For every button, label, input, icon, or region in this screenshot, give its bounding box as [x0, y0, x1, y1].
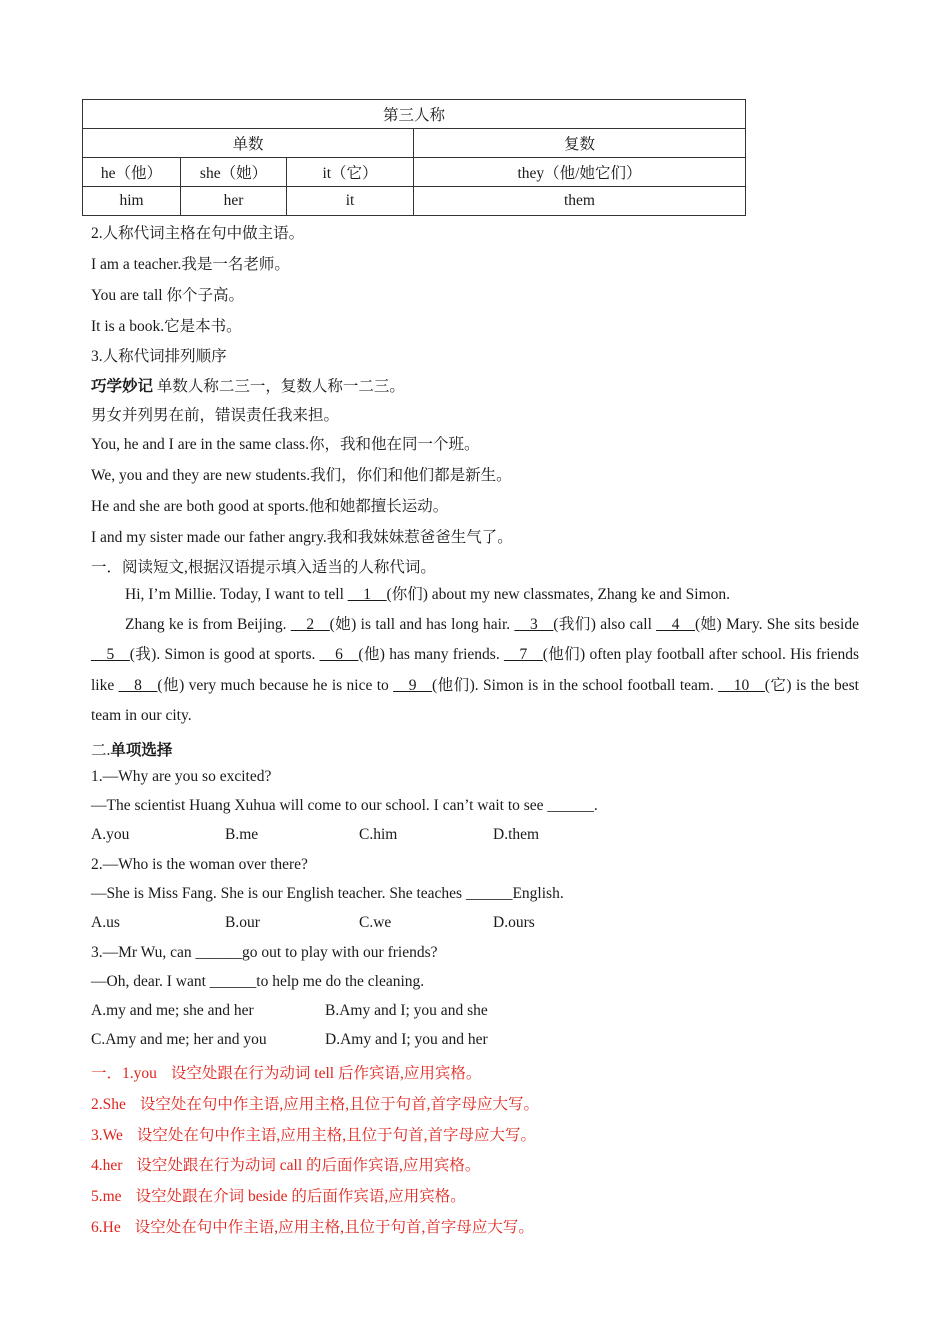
usage-example: It is a book.它是本书。: [91, 318, 242, 335]
option-a[interactable]: A.my and me; she and her: [91, 1002, 254, 1019]
passage-paragraph-1: Hi, I’m Millie. Today, I want to tell __1__(你们) about my new classmates, Zhang ke and Simon.: [125, 586, 731, 603]
memory-tip-line2: 男女并列男在前，错误责任我来担。: [91, 407, 340, 424]
tip-text: 单数人称二三一，复数人称一二三。: [153, 378, 405, 395]
answer-item: 3.We 设空处在句中作主语,应用主格,且位于句首,首字母应大写。: [91, 1127, 537, 1144]
option-a[interactable]: A.us: [91, 914, 120, 931]
option-b[interactable]: B.me: [225, 826, 259, 843]
table-cell: she（她）: [181, 158, 287, 187]
order-heading: 3.人称代词排列顺序: [91, 348, 227, 365]
table-cell: him: [83, 187, 181, 216]
answer-item: 5.me 设空处跟在介词 beside 的后面作宾语,应用宾格。: [91, 1188, 466, 1205]
table-row: [83, 158, 746, 187]
question-2: 2.—Who is the woman over there?: [91, 856, 308, 873]
blank-9[interactable]: __9__: [393, 676, 432, 694]
answer-item: 一．1.you 设空处跟在行为动词 tell 后作宾语,应用宾格。: [91, 1065, 482, 1082]
table-cell: he（他）: [83, 158, 181, 187]
exercise2-heading: 二.单项选择: [91, 742, 173, 759]
blank-3[interactable]: __3__: [514, 616, 554, 634]
table-cell: them: [414, 187, 746, 216]
blank-2[interactable]: __2__: [290, 616, 330, 634]
blank-7[interactable]: __7__: [503, 646, 543, 664]
blank-1[interactable]: __1__: [347, 586, 387, 603]
table-cell: her: [181, 187, 287, 216]
table-plural-header: 复数: [414, 129, 746, 158]
usage-example: I am a teacher.我是一名老师。: [91, 256, 290, 273]
option-d[interactable]: D.them: [493, 826, 540, 843]
question-1-answer-line: —The scientist Huang Xuhua will come to our school. I can’t wait to see ______.: [91, 797, 598, 814]
memory-tip: [91, 374, 405, 396]
exercise1-heading: 一．阅读短文,根据汉语提示填入适当的人称代词。: [91, 559, 436, 576]
answer-item: 6.He 设空处在句中作主语,应用主格,且位于句首,首字母应大写。: [91, 1219, 534, 1236]
option-c[interactable]: C.we: [359, 914, 392, 931]
option-b[interactable]: B.Amy and I; you and she: [325, 1002, 488, 1019]
table-singular-header: 单数: [83, 129, 414, 158]
option-d[interactable]: D.ours: [493, 914, 535, 931]
question-3: 3.—Mr Wu, can ______go out to play with our friends?: [91, 944, 438, 961]
answer-item: 4.her 设空处跟在行为动词 call 的后面作宾语,应用宾格。: [91, 1157, 481, 1174]
question-2-answer-line: —She is Miss Fang. She is our English teacher. She teaches ______English.: [91, 885, 564, 902]
usage-example: You are tall 你个子高。: [91, 287, 244, 304]
option-a[interactable]: A.you: [91, 826, 130, 843]
blank-8[interactable]: __8__: [118, 676, 158, 694]
tip-label: 巧学妙记: [91, 378, 154, 395]
question-2-options: [91, 914, 535, 932]
order-example: We, you and they are new students.我们，你们和他们都是新生。: [91, 467, 512, 484]
blank-6[interactable]: __6__: [319, 646, 359, 664]
table-row: [83, 187, 746, 216]
blank-4[interactable]: __4__: [656, 616, 695, 634]
pronoun-table: [82, 99, 746, 216]
answer-item: 2.She 设空处在句中作主语,应用主格,且位于句首,首字母应大写。: [91, 1096, 540, 1113]
option-d[interactable]: D.Amy and I; you and her: [325, 1031, 488, 1048]
question-3-answer-line: —Oh, dear. I want ______to help me do the cleaning.: [91, 973, 425, 990]
option-c[interactable]: C.Amy and me; her and you: [91, 1031, 267, 1048]
question-1-options: [91, 826, 539, 844]
order-example: He and she are both good at sports.他和她都擅长运动。: [91, 498, 449, 515]
exercise1-passage: [91, 580, 859, 731]
table-cell: it（它）: [287, 158, 414, 187]
blank-10[interactable]: __10__: [718, 676, 765, 694]
question-3-options-row1: [91, 1002, 488, 1020]
usage-heading: 2.人称代词主格在句中做主语。: [91, 225, 305, 242]
blank-5[interactable]: __5__: [91, 646, 130, 664]
option-c[interactable]: C.him: [359, 826, 398, 843]
table-cell: it: [287, 187, 414, 216]
table-title: 第三人称: [83, 100, 746, 129]
question-1: 1.—Why are you so excited?: [91, 768, 272, 785]
passage-paragraph-2: Zhang ke is from Beijing. __2__(她) is tall and has long hair. __3__(我们) also call __4__(她) Mary. She sits beside __5__(我). Simon is good at sports. __6__(他) has many friends. __7__(他们) often play football after school. His friends like __8__(他) very much because he is nice to __9__(他们). Simon is in the school football team. __10__(它) is the best team in our city.: [91, 616, 859, 724]
question-3-options-row2: [91, 1031, 488, 1049]
option-b[interactable]: B.our: [225, 914, 260, 931]
order-example: You, he and I are in the same class.你，我和他在同一个班。: [91, 436, 480, 453]
table-cell: they（他/她它们）: [414, 158, 746, 187]
order-example: I and my sister made our father angry.我和我妹妹惹爸爸生气了。: [91, 529, 513, 546]
